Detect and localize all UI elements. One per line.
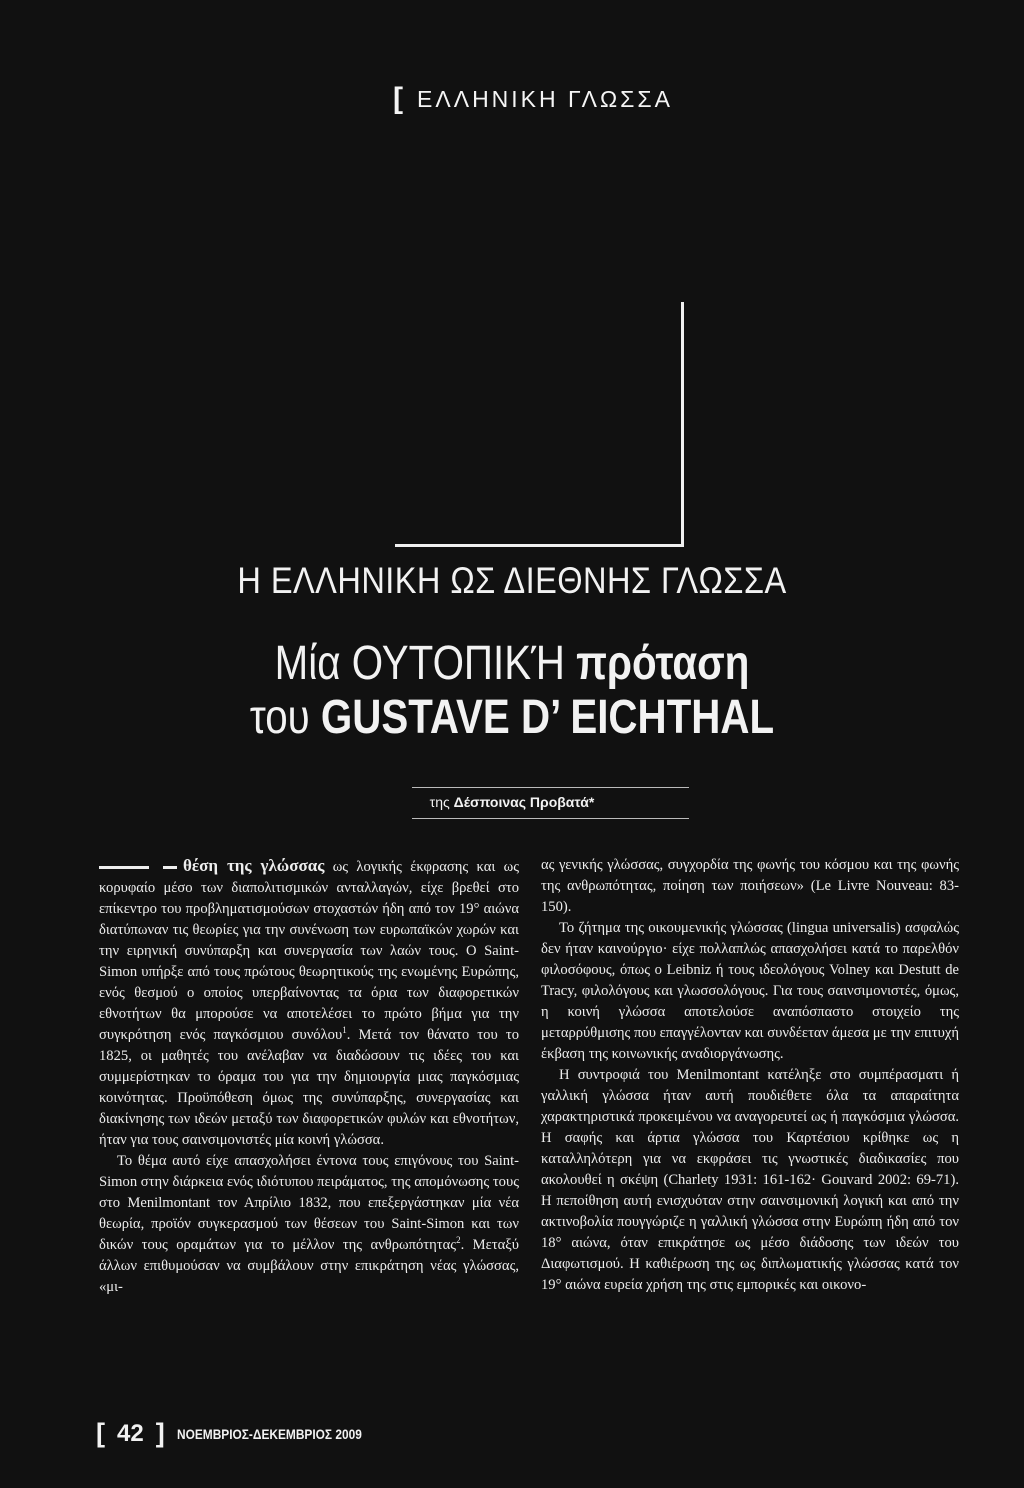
- right-paragraph-3: Η συντροφιά του Menilmontant κατέληξε στο συμπέρασματι ή γαλλική γλώσσα ήταν αυτή πουδιέθετε όλα τα απαραίτητα χαρακτηριστικά προκειμένου να αναγορευτεί ως ή παγκόσμια γλώσσα. Η σαφής και άρτια γλώσσα του Καρτέσιου κρίθηκε ως η καταλληλότερη για να εκφράσει τις γνωστικές διαδικασίες που ακολουθεί η σκέψη (Charlety 1931: 161-162· Gouvard 2002: 69-71). Η πεποίθηση αυτή ενισχυόταν στην σαινσιμονική λογική και από την ακτινοβολία πουγγώριζε η γαλλική γλώσσα στην Ευρώπη ήδη από τον 18° αιώνα, όταν επικράτησε ως μέσο διάδοσης των ιδεών του Διαφωτισμού. Η καθιέρωση της ως διπλωματικής γλώσσας κατά τον 19° αιώνα ευρεία χρήση της στις εμπορικές και οικονο-: [541, 1067, 959, 1293]
- byline: [0, 794, 1024, 810]
- footnote-ref-1: 1: [342, 1025, 347, 1036]
- footnote-ref-2: 2: [456, 1235, 461, 1246]
- article-title-line2: [82, 690, 942, 745]
- article-kicker: Η ΕΛΛΗΝΙΚΗ ΩΣ ΔΙΕΘΝΗΣ ΓΛΩΣΣΑ: [237, 560, 787, 601]
- lead-phrase: θέση της γλώσσας: [183, 856, 325, 875]
- title-part-name: GUSTAVE D’ EICHTHAL: [320, 691, 775, 744]
- footer-bracket-open: [: [96, 1418, 105, 1448]
- section-bracket: [: [393, 82, 403, 115]
- drop-rule-short: [163, 866, 177, 869]
- drop-rule: [99, 866, 149, 869]
- left-column: [99, 855, 519, 1298]
- title-part-utopian: Μία ΟΥΤΟΠΙΚΉ: [274, 637, 565, 690]
- article-title-line1: [82, 636, 942, 691]
- title-part-of: του: [249, 691, 310, 744]
- left-paragraph-1-text: ως λογικής έκφρασης και ως κορυφαίο μέσο των διαπολιτισμικών ανταλλαγών, είχε βρεθεί στο επίκεντρο του προβληματισμούσων στοχαστών ήδη από τον 19° αιώνα διατύπωναν τις θεωρίες για την συνένωση των ευρωπαϊκών χωρών και την ειρηνική συνύπαρξη και συνεργασία των λαών τους. Ο Saint-Simon υπήρξε από τους πρώτους θεωρητικούς της ενωμένης Ευρώπης, ενός θεσμού ο οποίος υπερβαίνοντας τα όρια των διαφορετικών εθνοτήτων θα μπορούσε να αποτελέσει το πρώτο βήμα για την συγκρότηση ενός παγκόσμιου συνόλου: [99, 859, 519, 1043]
- left-paragraph-2: [99, 1151, 519, 1298]
- byline-prefix: της: [429, 794, 450, 810]
- section-label: ΕΛΛΗΝΙΚΗ ΓΛΩΣΣΑ: [417, 85, 673, 112]
- right-column: [541, 855, 959, 1296]
- left-paragraph-2-continued: . Μεταξύ άλλων επιθυμούσαν να συμβάλουν στην επικράτηση νέας γλώσσας, «μι-: [99, 1237, 519, 1295]
- footer-bracket-close: ]: [155, 1418, 165, 1448]
- left-paragraph-1-continued: . Μετά τον θάνατο του το 1825, οι μαθητές του ανέλαβαν να διαδώσουν τις ιδέες του και συμμερίστηκαν το όραμα του για την δημιουργία μιας παγκόσμιας κοινότητας. Προϋπόθεση όμως της συνύπαρξης, συνεργασίας και διακίνησης των ιδεών μεταξύ των διαφορετικών φυλών και εθνοτήτων, ήταν για τους σαινσιμονιστές μία κοινή γλώσσα.: [99, 1027, 519, 1148]
- decorative-vertical-rule: [681, 302, 684, 547]
- page-number: 42: [117, 1419, 144, 1447]
- title-part-proposal: πρόταση: [576, 637, 750, 690]
- right-paragraph-2: Το ζήτημα της οικουμενικής γλώσσας (lingua universalis) ασφαλώς δεν ήταν καινούργιο· είχε πολλαπλώς απασχολήσει κατά το παρελθόν φιλοσόφους, όπως ο Leibniz ή τους ιδεολόγους Volney και Destutt de Tracy, φιλολόγους και γλωσσολόγους. Για τους σαινσιμονιστές, όμως, η κοινή γλώσσα αποτελούσε αναπόσπαστο στοιχείο της μεταρρύθμισης που επαγγέλονταν και συνδέεταν άμεσα με την επιτυχή έκβαση της κοινωνικής αναδιοργάνωσης.: [541, 920, 959, 1062]
- left-paragraph-1: [99, 855, 519, 1151]
- decorative-horizontal-rule: [395, 544, 684, 547]
- byline-rule-top: [412, 787, 689, 788]
- left-paragraph-2-text: Το θέμα αυτό είχε απασχολήσει έντονα τους επιγόνους του Saint-Simon στην διάρκεια ενός ιδιότυπου πειράματος, της απομόνωσης τους στο Menilmontant τον Απρίλιο 1832, που επεξεργάστηκαν μία νέα θεωρία, προϊόν συγκερασμού των θέσεων του Saint-Simon και των δικών τους οραμάτων για το μέλλον της ανθρωπότητας: [99, 1153, 519, 1253]
- byline-rule-bottom: [412, 818, 689, 819]
- issue-date: ΝΟΕΜΒΡΙΟΣ-ΔΕΚΕΜΒΡΙΟΣ 2009: [176, 1425, 362, 1442]
- section-header: [393, 82, 673, 116]
- page-footer: [96, 1418, 394, 1449]
- right-paragraph-1: ας γενικής γλώσσας, συγχορδία της φωνής του κόσμου και της φωνής της ανθρωπότητας, ποίηση των ποιήσεων» (Le Livre Nouveau: 83-150).: [541, 857, 959, 915]
- byline-author: Δέσποινας Προβατά*: [453, 794, 595, 810]
